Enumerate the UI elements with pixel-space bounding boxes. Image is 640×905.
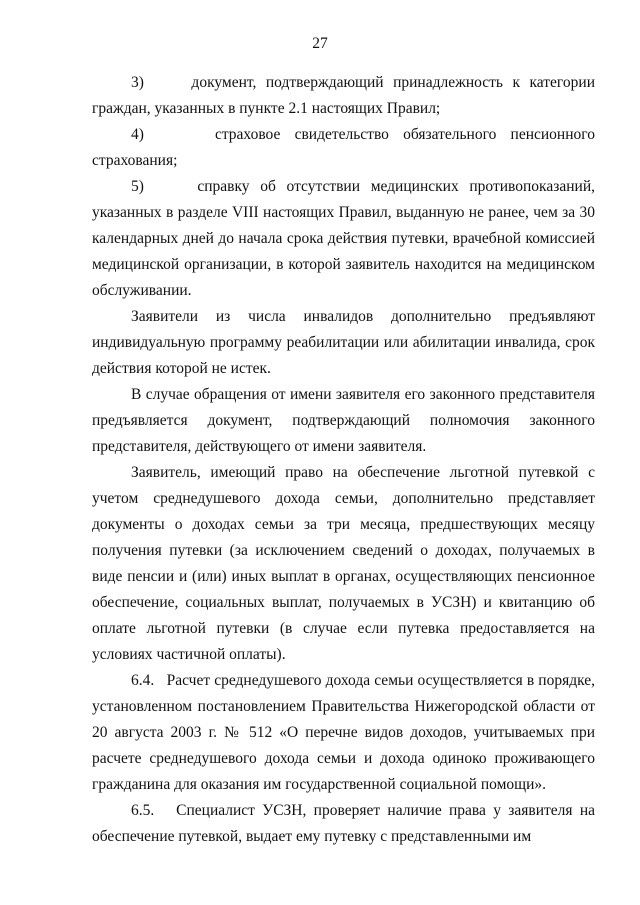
paragraph-item-3: 3) документ, подтверждающий принадлежность к категории граждан, указанных в пункте 2.1 настоящих Правил; xyxy=(92,74,595,117)
document-body xyxy=(92,70,595,850)
paragraph-item-4: 4) страховое свидетельство обязательного пенсионного страхования; xyxy=(92,126,595,169)
paragraph-disabled-applicants: Заявители из числа инвалидов дополнительно предъявляют индивидуальную программу реабилитации или абилитации инвалида, срок действия которой не истек. xyxy=(92,308,595,377)
page-number: 27 xyxy=(312,35,328,52)
paragraph-item-5: 5) справку об отсутствии медицинских противопоказаний, указанных в разделе VIII настоящих Правил, выданную не ранее, чем за 30 календарных дней до начала срока действия путевки, врачебной комиссией медицинской организации, в которой заявитель находится на медицинском обслуживании. xyxy=(92,178,595,299)
paragraph-section-6-5: 6.5. Специалист УСЗН, проверяет наличие права у заявителя на обеспечение путевкой, выдает ему путевку с представленными им xyxy=(92,802,595,845)
paragraph-section-6-4: 6.4. Расчет среднедушевого дохода семьи осуществляется в порядке, установленном постановлением Правительства Нижегородской области от 20 августа 2003 г. № 512 «О перечне видов доходов, учитываемых при расчете среднедушевого дохода семьи и дохода одиноко проживающего гражданина для оказания им государственной социальной помощи». xyxy=(92,672,595,793)
paragraph-income-documents: Заявитель, имеющий право на обеспечение льготной путевкой с учетом среднедушевого дохода семьи, дополнительно представляет документы о доходах семьи за три месяца, предшествующих месяцу получения путевки (за исключением сведений о доходах, получаемых в виде пенсии и (или) иных выплат в органах, осуществляющих пенсионное обеспечение, социальных выплат, получаемых в УСЗН) и квитанцию об оплате льготной путевки (в случае если путевка предоставляется на условиях частичной оплаты). xyxy=(92,464,595,663)
paragraph-legal-representative: В случае обращения от имени заявителя его законного представителя предъявляется документ, подтверждающий полномочия законного представителя, действующего от имени заявителя. xyxy=(92,386,595,455)
